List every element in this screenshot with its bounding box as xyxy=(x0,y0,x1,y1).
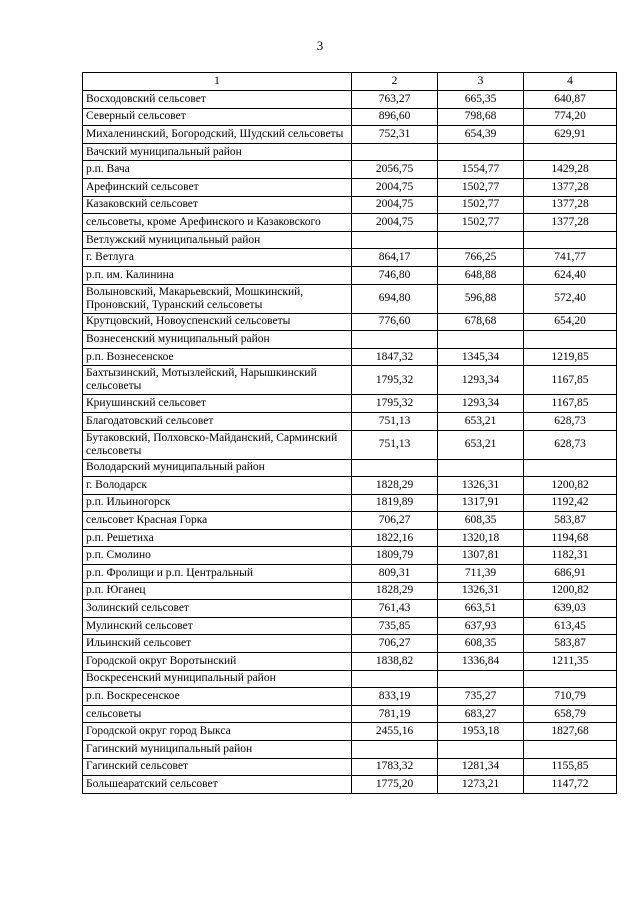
row-value-cell: 1502,77 xyxy=(438,214,524,232)
row-value-cell: 761,43 xyxy=(352,600,438,618)
row-value-cell: 1326,31 xyxy=(438,582,524,600)
table-row xyxy=(83,477,617,495)
table-row xyxy=(83,705,617,723)
row-value-cell xyxy=(352,331,438,349)
row-value-cell: 637,93 xyxy=(438,617,524,635)
row-value-cell: 1429,28 xyxy=(524,161,617,179)
row-value-cell xyxy=(524,459,617,477)
row-value-cell: 1783,32 xyxy=(352,758,438,776)
row-value-cell: 1795,32 xyxy=(352,366,438,395)
row-value-cell: 2455,16 xyxy=(352,723,438,741)
row-name-cell: р.п. Юганец xyxy=(83,582,352,600)
row-value-cell: 751,13 xyxy=(352,430,438,459)
row-name-cell: Ветлужский муниципальный район xyxy=(83,231,352,249)
table-row xyxy=(83,430,617,459)
table-row xyxy=(83,758,617,776)
row-value-cell: 766,25 xyxy=(438,249,524,267)
row-value-cell xyxy=(352,459,438,477)
row-name-cell: сельсоветы, кроме Арефинского и Казаковского xyxy=(83,214,352,232)
row-value-cell: 1847,32 xyxy=(352,348,438,366)
page-number: 3 xyxy=(316,38,324,53)
row-name-cell: Северный сельсовет xyxy=(83,108,352,126)
row-name-cell: Арефинский сельсовет xyxy=(83,178,352,196)
row-value-cell: 653,21 xyxy=(438,430,524,459)
row-name-cell: Городской округ Воротынский xyxy=(83,653,352,671)
table-row xyxy=(83,635,617,653)
row-value-cell: 1155,85 xyxy=(524,758,617,776)
row-value-cell: 1293,34 xyxy=(438,366,524,395)
row-value-cell: 1345,34 xyxy=(438,348,524,366)
table-row xyxy=(83,776,617,794)
table-row xyxy=(83,529,617,547)
table-row xyxy=(83,266,617,284)
row-value-cell xyxy=(352,741,438,759)
row-name-cell: р.п. Смолино xyxy=(83,547,352,565)
row-value-cell: 798,68 xyxy=(438,108,524,126)
row-value-cell xyxy=(352,143,438,161)
row-value-cell: 653,21 xyxy=(438,412,524,430)
table-row xyxy=(83,459,617,477)
row-value-cell: 710,79 xyxy=(524,688,617,706)
table-row xyxy=(83,126,617,144)
row-value-cell: 654,39 xyxy=(438,126,524,144)
table-row xyxy=(83,617,617,635)
row-value-cell: 1293,34 xyxy=(438,395,524,413)
row-value-cell: 583,87 xyxy=(524,635,617,653)
row-name-cell: Вознесенский муниципальный район xyxy=(83,331,352,349)
row-value-cell: 639,03 xyxy=(524,600,617,618)
row-value-cell: 694,80 xyxy=(352,284,438,313)
row-name-cell: р.п. Ильиногорск xyxy=(83,494,352,512)
row-name-cell: Восходовский сельсовет xyxy=(83,91,352,109)
table-row xyxy=(83,653,617,671)
row-name-cell: р.п. им. Калинина xyxy=(83,266,352,284)
row-value-cell: 706,27 xyxy=(352,512,438,530)
row-name-cell: Бутаковский, Полховско-Майданский, Сарминский сельсоветы xyxy=(83,430,352,459)
table-row xyxy=(83,161,617,179)
table-row xyxy=(83,331,617,349)
row-value-cell: 665,35 xyxy=(438,91,524,109)
row-name-cell: Воскресенский муниципальный район xyxy=(83,670,352,688)
table-row xyxy=(83,688,617,706)
table-row xyxy=(83,108,617,126)
row-value-cell: 735,27 xyxy=(438,688,524,706)
row-name-cell: Вачский муниципальный район xyxy=(83,143,352,161)
row-value-cell: 683,27 xyxy=(438,705,524,723)
row-name-cell: Благодатовский сельсовет xyxy=(83,412,352,430)
row-value-cell: 1219,85 xyxy=(524,348,617,366)
row-value-cell: 1953,18 xyxy=(438,723,524,741)
table-row xyxy=(83,547,617,565)
table-header-row xyxy=(83,73,617,91)
row-name-cell: г. Володарск xyxy=(83,477,352,495)
table-row xyxy=(83,412,617,430)
table-row xyxy=(83,231,617,249)
row-value-cell xyxy=(352,670,438,688)
row-value-cell: 658,79 xyxy=(524,705,617,723)
table-row xyxy=(83,512,617,530)
row-value-cell: 572,40 xyxy=(524,284,617,313)
row-name-cell: г. Ветлуга xyxy=(83,249,352,267)
row-value-cell: 686,91 xyxy=(524,565,617,583)
row-name-cell: р.п. Воскресенское xyxy=(83,688,352,706)
row-value-cell: 1273,21 xyxy=(438,776,524,794)
tariff-table xyxy=(82,72,617,794)
row-value-cell xyxy=(438,231,524,249)
row-value-cell: 1828,29 xyxy=(352,477,438,495)
row-name-cell: Мулинский сельсовет xyxy=(83,617,352,635)
row-value-cell: 2004,75 xyxy=(352,178,438,196)
table-row xyxy=(83,284,617,313)
row-name-cell: Гагинский муниципальный район xyxy=(83,741,352,759)
row-value-cell: 1377,28 xyxy=(524,196,617,214)
row-value-cell: 1211,35 xyxy=(524,653,617,671)
row-name-cell: Бахтызинский, Мотызлейский, Нарышкинский сельсоветы xyxy=(83,366,352,395)
row-name-cell: Волыновский, Макарьевский, Мошкинский, Проновский, Туранский сельсоветы xyxy=(83,284,352,313)
row-value-cell: 752,31 xyxy=(352,126,438,144)
row-value-cell: 1819,89 xyxy=(352,494,438,512)
row-value-cell xyxy=(524,231,617,249)
row-name-cell: Ильинский сельсовет xyxy=(83,635,352,653)
row-value-cell: 1326,31 xyxy=(438,477,524,495)
column-header-3: 3 xyxy=(438,73,524,91)
row-name-cell: сельсоветы xyxy=(83,705,352,723)
row-value-cell: 608,35 xyxy=(438,635,524,653)
row-value-cell: 1554,77 xyxy=(438,161,524,179)
row-value-cell: 1307,81 xyxy=(438,547,524,565)
row-value-cell: 654,20 xyxy=(524,313,617,331)
row-value-cell: 628,73 xyxy=(524,412,617,430)
row-name-cell: Казаковский сельсовет xyxy=(83,196,352,214)
row-value-cell: 1317,91 xyxy=(438,494,524,512)
row-value-cell: 706,27 xyxy=(352,635,438,653)
row-name-cell: Гагинский сельсовет xyxy=(83,758,352,776)
row-value-cell xyxy=(438,741,524,759)
row-value-cell: 711,39 xyxy=(438,565,524,583)
table-row xyxy=(83,214,617,232)
table-row xyxy=(83,178,617,196)
row-value-cell: 1822,16 xyxy=(352,529,438,547)
table-row xyxy=(83,249,617,267)
row-value-cell: 640,87 xyxy=(524,91,617,109)
row-value-cell: 864,17 xyxy=(352,249,438,267)
row-value-cell: 1200,82 xyxy=(524,582,617,600)
table-row xyxy=(83,723,617,741)
row-name-cell: Золинский сельсовет xyxy=(83,600,352,618)
row-value-cell: 2056,75 xyxy=(352,161,438,179)
row-name-cell: р.п. Решетиха xyxy=(83,529,352,547)
row-value-cell: 583,87 xyxy=(524,512,617,530)
row-value-cell: 1182,31 xyxy=(524,547,617,565)
column-header-2: 2 xyxy=(352,73,438,91)
row-value-cell: 1167,85 xyxy=(524,366,617,395)
table-row xyxy=(83,565,617,583)
table-row xyxy=(83,494,617,512)
row-value-cell: 1377,28 xyxy=(524,178,617,196)
row-value-cell: 1336,84 xyxy=(438,653,524,671)
row-value-cell: 741,77 xyxy=(524,249,617,267)
row-value-cell xyxy=(352,231,438,249)
row-name-cell: Володарский муниципальный район xyxy=(83,459,352,477)
row-value-cell: 608,35 xyxy=(438,512,524,530)
table-row xyxy=(83,143,617,161)
column-header-1: 1 xyxy=(83,73,352,91)
row-name-cell: р.п. Вача xyxy=(83,161,352,179)
row-name-cell: Большеаратский сельсовет xyxy=(83,776,352,794)
row-value-cell: 1827,68 xyxy=(524,723,617,741)
row-value-cell: 2004,75 xyxy=(352,214,438,232)
row-value-cell: 833,19 xyxy=(352,688,438,706)
row-value-cell: 776,60 xyxy=(352,313,438,331)
row-value-cell: 1167,85 xyxy=(524,395,617,413)
row-value-cell: 1320,18 xyxy=(438,529,524,547)
row-value-cell: 1147,72 xyxy=(524,776,617,794)
row-value-cell: 1795,32 xyxy=(352,395,438,413)
row-value-cell: 774,20 xyxy=(524,108,617,126)
table-row xyxy=(83,741,617,759)
row-value-cell xyxy=(438,670,524,688)
table-body xyxy=(83,91,617,794)
row-value-cell xyxy=(438,143,524,161)
table-row xyxy=(83,91,617,109)
row-value-cell: 1192,42 xyxy=(524,494,617,512)
row-value-cell: 613,45 xyxy=(524,617,617,635)
row-value-cell: 751,13 xyxy=(352,412,438,430)
row-name-cell: сельсовет Красная Горка xyxy=(83,512,352,530)
row-value-cell: 1281,34 xyxy=(438,758,524,776)
row-name-cell: р.п. Вознесенское xyxy=(83,348,352,366)
row-value-cell: 678,68 xyxy=(438,313,524,331)
table-row xyxy=(83,600,617,618)
row-value-cell: 1838,82 xyxy=(352,653,438,671)
row-value-cell: 663,51 xyxy=(438,600,524,618)
row-value-cell: 735,85 xyxy=(352,617,438,635)
table-row xyxy=(83,582,617,600)
row-value-cell: 1377,28 xyxy=(524,214,617,232)
row-value-cell xyxy=(524,670,617,688)
row-value-cell: 1502,77 xyxy=(438,196,524,214)
row-value-cell: 1809,79 xyxy=(352,547,438,565)
row-value-cell xyxy=(524,741,617,759)
row-value-cell: 763,27 xyxy=(352,91,438,109)
row-value-cell: 596,88 xyxy=(438,284,524,313)
table-row xyxy=(83,313,617,331)
column-header-4: 4 xyxy=(524,73,617,91)
row-value-cell: 648,88 xyxy=(438,266,524,284)
row-name-cell: Городской округ город Выкса xyxy=(83,723,352,741)
row-value-cell xyxy=(438,331,524,349)
row-name-cell: р.п. Фролищи и р.п. Центральный xyxy=(83,565,352,583)
row-name-cell: Криушинский сельсовет xyxy=(83,395,352,413)
row-value-cell: 629,91 xyxy=(524,126,617,144)
row-value-cell: 746,80 xyxy=(352,266,438,284)
row-name-cell: Михаленинский, Богородский, Шудский сельсоветы xyxy=(83,126,352,144)
row-value-cell: 1828,29 xyxy=(352,582,438,600)
row-value-cell: 624,40 xyxy=(524,266,617,284)
row-value-cell xyxy=(524,143,617,161)
row-value-cell: 1194,68 xyxy=(524,529,617,547)
row-value-cell: 896,60 xyxy=(352,108,438,126)
row-value-cell: 1775,20 xyxy=(352,776,438,794)
row-value-cell: 628,73 xyxy=(524,430,617,459)
row-value-cell xyxy=(524,331,617,349)
row-value-cell: 1502,77 xyxy=(438,178,524,196)
row-name-cell: Крутцовский, Новоуспенский сельсоветы xyxy=(83,313,352,331)
table-row xyxy=(83,348,617,366)
table-row xyxy=(83,395,617,413)
table-row xyxy=(83,670,617,688)
row-value-cell: 781,19 xyxy=(352,705,438,723)
table-row xyxy=(83,196,617,214)
row-value-cell: 809,31 xyxy=(352,565,438,583)
row-value-cell: 1200,82 xyxy=(524,477,617,495)
row-value-cell xyxy=(438,459,524,477)
table-row xyxy=(83,366,617,395)
row-value-cell: 2004,75 xyxy=(352,196,438,214)
